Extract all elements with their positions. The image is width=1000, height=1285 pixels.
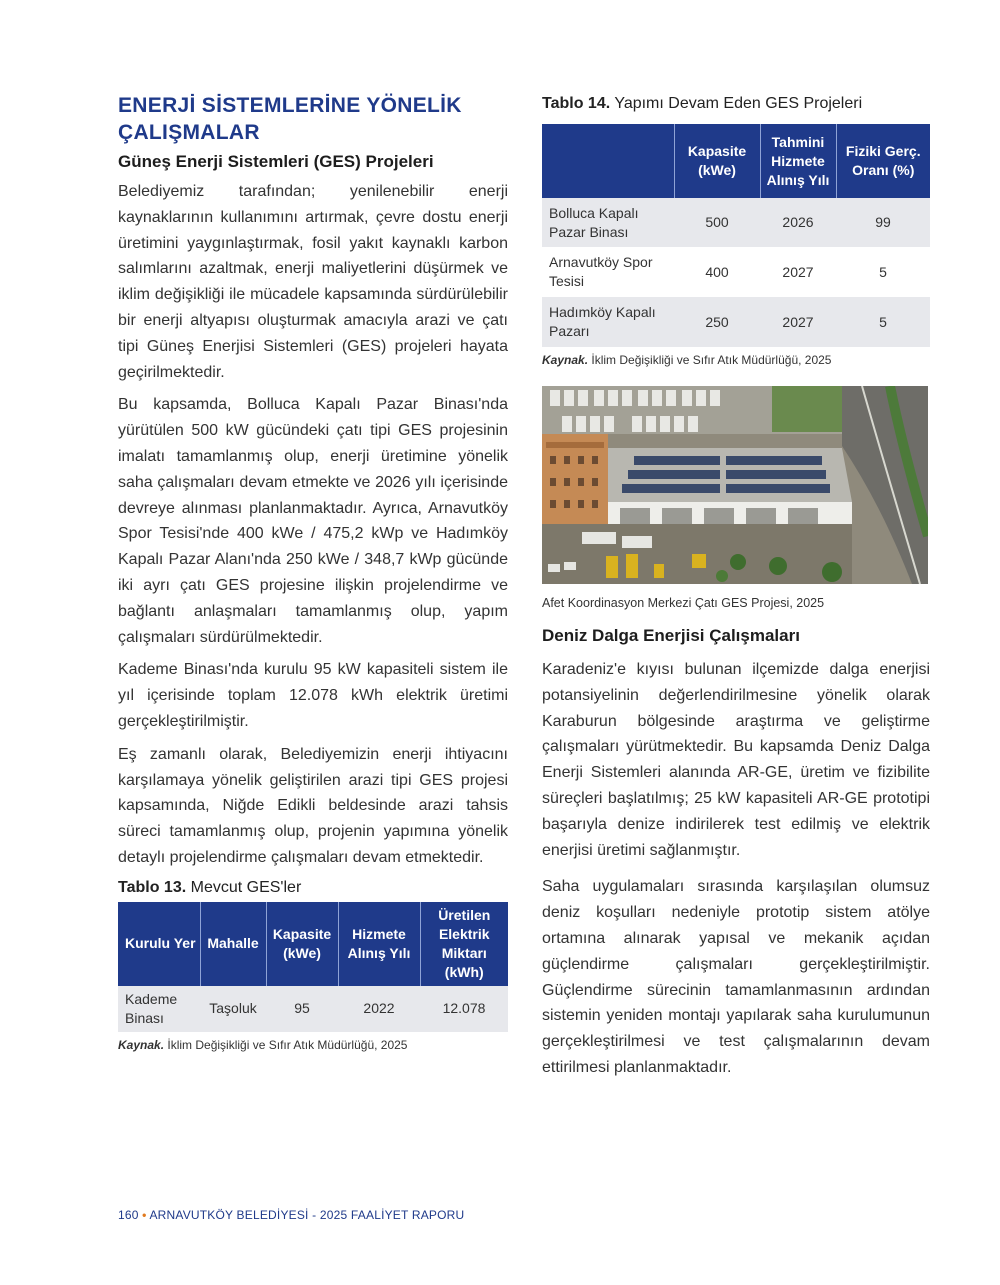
table14-header-year: Tahmini Hizmete Alınış Yılı	[760, 124, 836, 198]
footer-report: 2025 FAALİYET RAPORU	[319, 1208, 465, 1222]
wave-paragraph-1: Karadeniz'e kıyısı bulunan ilçemizde dalga enerjisi potansiyelinin değerlendirilmesine yönelik olarak Karaburun bölgesinde araştırma ve geliştirme çalışmaları yürütmektedir. Bu kapsamda Deniz Dalga Enerji Sistemleri alanında AR-GE, üretim ve fizibilite süreçleri başlatılmış; 25 kW kapasiteli AR-GE prototipi başarıyla denize indirilerek test edilmiş ve elektrik enerjisi üretimi sağlanmıştır.	[542, 661, 930, 859]
table-header-row	[118, 902, 508, 986]
table-cell: Arnavutköy Spor Tesisi	[542, 247, 674, 297]
table14	[542, 124, 930, 347]
table-cell: 2022	[338, 986, 420, 1032]
table14-header-blank	[542, 124, 674, 198]
footer-org: ARNAVUTKÖY BELEDİYESİ	[149, 1208, 309, 1222]
table-cell: Kademe Binası	[118, 986, 200, 1032]
ges-paragraph-1: Belediyemiz tarafından; yenilenebilir enerji kaynaklarının kullanımını artırmak, çevre dostu enerji üretimini yaygınlaştırmak, fosil yakıt kaynaklı karbon salımlarını azaltmak, enerji maliyetlerini düşürmek ve iklim değişikliği ile mücadele kapsamında sürdürülebilir bir enerji altyapısı oluşturmak amacıyla arazi ve çatı tipi Güneş Enerjisi Sistemleri (GES) projeleri hayata geçirilmektedir.	[118, 183, 508, 381]
table-cell: 2027	[760, 297, 836, 347]
table13-header-neighborhood: Mahalle	[200, 902, 266, 986]
table13-source: Kaynak. İklim Değişikliği ve Sıfır Atık Müdürlüğü, 2025	[118, 1037, 408, 1052]
page-footer	[118, 1208, 464, 1222]
table-row	[542, 198, 930, 247]
table-cell: 12.078	[420, 986, 508, 1032]
table-cell: 2026	[760, 198, 836, 247]
page-number: 160	[118, 1208, 139, 1222]
table13-header-capacity: Kapasite (kWe)	[266, 902, 338, 986]
aerial-photo-illustration	[542, 386, 928, 584]
table-row	[118, 986, 508, 1032]
ges-paragraph-4: Eş zamanlı olarak, Belediyemizin enerji ihtiyacını karşılamaya yönelik geliştirilen arazi tipi GES projesi kapsamında, Niğde Edikli beldesinde arazi tahsis süreci tamamlanmış olup, projenin yapımına yönelik detaylı projelendirme çalışmaları devam etmektedir.	[118, 745, 508, 866]
footer-bullet: •	[142, 1208, 147, 1222]
table13	[118, 902, 508, 1032]
ges-paragraph-2: Bu kapsamda, Bolluca Kapalı Pazar Binası'nda yürütülen 500 kW gücündeki çatı tipi GES projesinin imalatı tamamlanmış olup, enerji üretimine yönelik saha çalışmaları devam etmekte ve 2026 yılı içerisinde devreye alınması planlanmaktadır. Ayrıca, Arnavutköy Spor Tesisi'nde 400 kWe / 475,2 kWp ve Hadımköy Kapalı Pazar Alanı'nda 250 kWe / 348,7 kWp gücünde iki ayrı çatı GES projesine ilişkin projelendirme ve bağlantı anlaşmaları tamamlanmış olup, yapım çalışmaları sürdürülmektedir.	[118, 396, 508, 646]
right-column	[542, 94, 930, 1088]
table14-header-capacity: Kapasite (kWe)	[674, 124, 760, 198]
table-row	[542, 247, 930, 297]
wave-paragraph-2: Saha uygulamaları sırasında karşılaşılan olumsuz deniz koşulları nedeniyle prototip sistem atölye ortamına alınarak yapısal ve mekanik açıdan güçlendirme çalışmaları gerçekleştirilmiştir. Güçlendirme sürecinin tamamlanmasının ardından sistemin yeniden montajı yapılarak saha kurulumunun gerçekleştirilmesi ve test çalışmalarının devam ettirilmesi planlanmaktadır.	[542, 878, 930, 1076]
table13-caption: Tablo 13. Mevcut GES'ler	[118, 878, 302, 896]
wave-heading: Deniz Dalga Enerjisi Çalışmaları	[542, 626, 800, 645]
table14-source: Kaynak. İklim Değişikliği ve Sıfır Atık Müdürlüğü, 2025	[542, 353, 832, 367]
table13-header-year: Hizmete Alınış Yılı	[338, 902, 420, 986]
left-column	[118, 92, 508, 1053]
table-cell: Taşoluk	[200, 986, 266, 1032]
table-cell: 5	[836, 247, 930, 297]
table-cell: 95	[266, 986, 338, 1032]
table-cell: 250	[674, 297, 760, 347]
table14-caption: Tablo 14. Yapımı Devam Eden GES Projeleri	[542, 95, 863, 112]
table-header-row	[542, 124, 930, 198]
table-row	[542, 297, 930, 347]
table13-header-production: Üretilen Elektrik Miktarı (kWh)	[420, 902, 508, 986]
table-cell: Bolluca Kapalı Pazar Binası	[542, 198, 674, 247]
ges-heading: Güneş Enerji Sistemleri (GES) Projeleri	[118, 152, 434, 171]
table14-header-progress: Fiziki Gerç. Oranı (%)	[836, 124, 930, 198]
aerial-photo	[542, 386, 928, 584]
ges-paragraph-3: Kademe Binası'nda kurulu 95 kW kapasiteli sistem ile yıl içerisinde toplam 12.078 kWh elektrik üretimi gerçekleştirilmiştir.	[118, 661, 508, 730]
table13-header-location: Kurulu Yer	[118, 902, 200, 986]
table-cell: Hadımköy Kapalı Pazarı	[542, 297, 674, 347]
table-cell: 400	[674, 247, 760, 297]
section-title: ENERJİ SİSTEMLERİNE YÖNELİK ÇALIŞMALAR	[118, 94, 462, 144]
table-cell: 99	[836, 198, 930, 247]
table-cell: 5	[836, 297, 930, 347]
table-cell: 2027	[760, 247, 836, 297]
footer-dash: -	[312, 1208, 317, 1222]
photo-caption: Afet Koordinasyon Merkezi Çatı GES Projesi, 2025	[542, 596, 825, 610]
table-cell: 500	[674, 198, 760, 247]
